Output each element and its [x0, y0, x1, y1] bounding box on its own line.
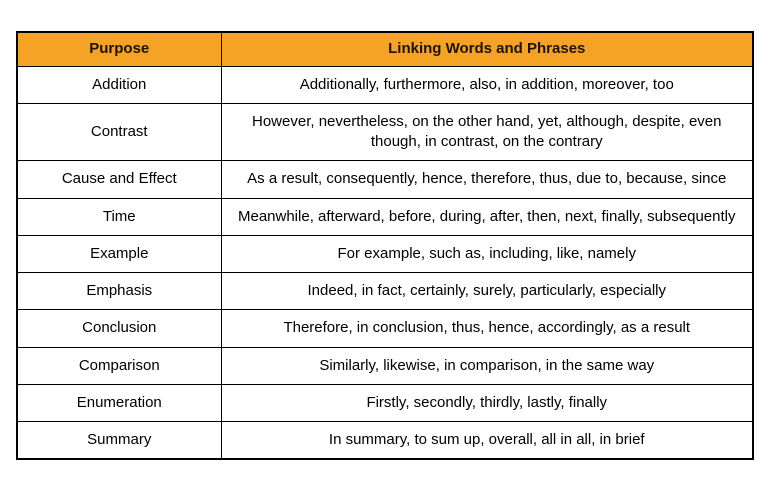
- linking-words-table: [16, 31, 754, 460]
- linking-words-cell: As a result, consequently, hence, therefore, thus, due to, because, since: [221, 161, 753, 198]
- purpose-cell: Comparison: [17, 347, 221, 384]
- table-row: [17, 66, 753, 103]
- table-row: [17, 273, 753, 310]
- purpose-cell: Emphasis: [17, 273, 221, 310]
- table-row: [17, 347, 753, 384]
- purpose-cell: Summary: [17, 422, 221, 460]
- purpose-cell: Addition: [17, 66, 221, 103]
- purpose-cell: Time: [17, 198, 221, 235]
- purpose-cell: Example: [17, 235, 221, 272]
- table-row: [17, 422, 753, 460]
- table-row: [17, 103, 753, 161]
- linking-words-cell: Firstly, secondly, thirdly, lastly, finally: [221, 384, 753, 421]
- table-row: [17, 161, 753, 198]
- purpose-cell: Cause and Effect: [17, 161, 221, 198]
- purpose-column-header: Purpose: [17, 32, 221, 66]
- linking-words-cell: For example, such as, including, like, namely: [221, 235, 753, 272]
- table-header-row: [17, 32, 753, 66]
- table-row: [17, 310, 753, 347]
- purpose-cell: Conclusion: [17, 310, 221, 347]
- linking-words-cell: Indeed, in fact, certainly, surely, particularly, especially: [221, 273, 753, 310]
- linking-words-cell: However, nevertheless, on the other hand, yet, although, despite, even though, in contrast, on the contrary: [221, 103, 753, 161]
- table-row: [17, 235, 753, 272]
- linking-words-cell: Meanwhile, afterward, before, during, after, then, next, finally, subsequently: [221, 198, 753, 235]
- purpose-cell: Enumeration: [17, 384, 221, 421]
- table-body: [17, 66, 753, 459]
- linking-words-cell: Additionally, furthermore, also, in addition, moreover, too: [221, 66, 753, 103]
- linking-words-cell: In summary, to sum up, overall, all in all, in brief: [221, 422, 753, 460]
- linking-words-cell: Similarly, likewise, in comparison, in the same way: [221, 347, 753, 384]
- table-row: [17, 384, 753, 421]
- table-row: [17, 198, 753, 235]
- linking-words-column-header: Linking Words and Phrases: [221, 32, 753, 66]
- linking-words-cell: Therefore, in conclusion, thus, hence, accordingly, as a result: [221, 310, 753, 347]
- purpose-cell: Contrast: [17, 103, 221, 161]
